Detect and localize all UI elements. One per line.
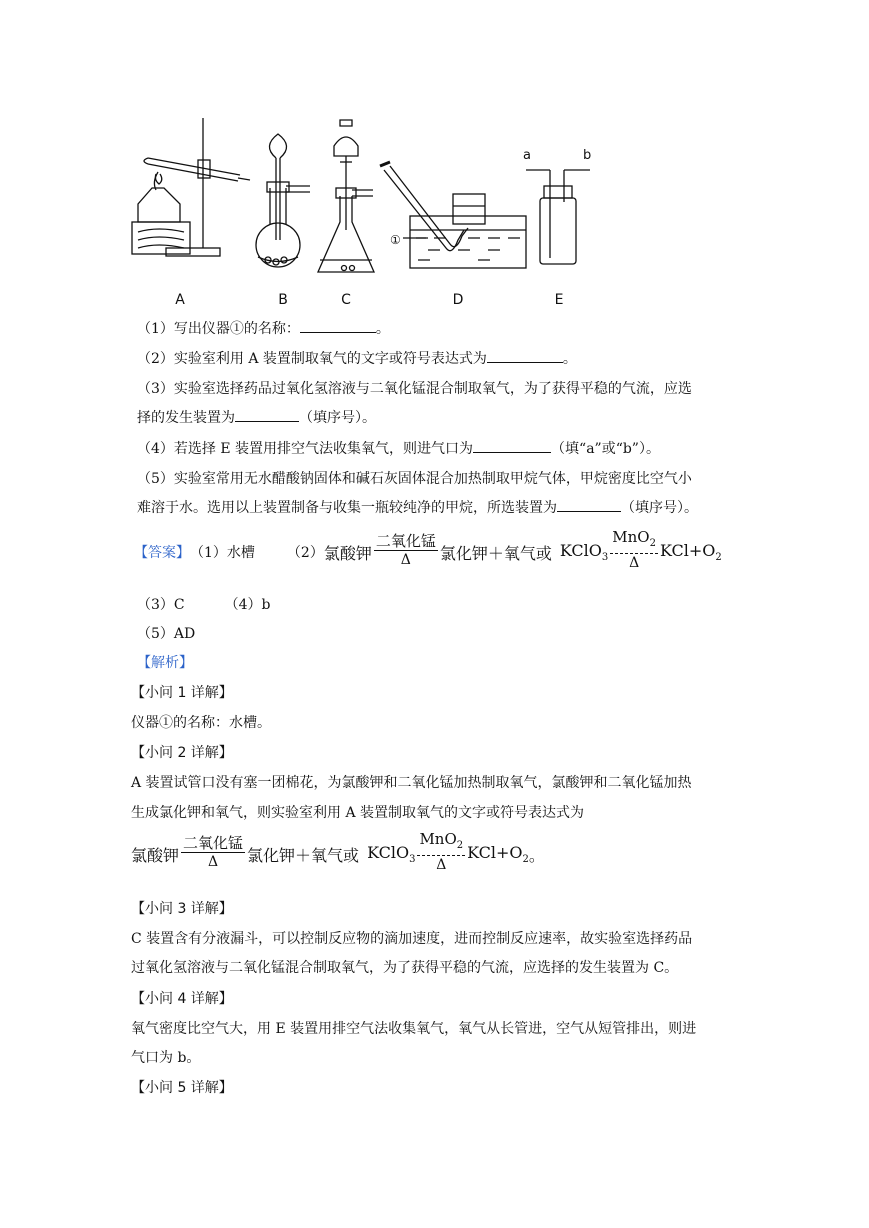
symbol-reactant: [367, 843, 415, 865]
question-3-text: （3）实验室选择药品过氧化氢溶液与二氧化锰混合制取氧气，为了获得平稳的气流，应选: [137, 381, 692, 397]
symbol-reactant-sub: 3: [601, 552, 609, 564]
question-4: [137, 438, 660, 460]
question-2-text: （2）实验室利用 A 装置制取氧气的文字或符号表达式为: [137, 351, 487, 367]
symbol-reactant-sub: 3: [409, 854, 416, 866]
question-2-suffix: 。: [562, 351, 577, 367]
symbol-heat: Δ: [629, 555, 640, 571]
arrow-catalyst: 二氧化锰: [375, 531, 436, 550]
question-5-line1: [137, 468, 692, 490]
symbol-product-text: KCl+O: [467, 842, 523, 862]
instrument-marker: ①: [390, 233, 401, 247]
answer-blank: [473, 438, 551, 453]
symbol-reaction-arrow: [610, 528, 658, 572]
section-1-text: 仪器①的名称：水槽。: [131, 715, 271, 731]
symbol-catalyst-sub: 2: [456, 840, 464, 851]
symbol-reaction-arrow: [417, 830, 465, 874]
symbol-heat: Δ: [436, 857, 447, 873]
answer-blank: [235, 407, 299, 422]
answer-3: （3）C: [137, 597, 185, 613]
question-3-text-cont: 择的发生装置为: [137, 410, 235, 426]
symbol-reactant-text: KClO: [559, 540, 602, 560]
section-2-text-2: 生成氯化钾和氧气，则实验室利用 A 装置制取氧气的文字或符号表达式为: [131, 805, 585, 821]
word-equation-reactant: 氯酸钾: [131, 845, 180, 865]
symbol-product-sub: 2: [522, 854, 529, 866]
symbol-catalyst-text: MnO: [612, 528, 650, 546]
question-3-line1: [137, 378, 692, 400]
question-5-text: （5）实验室常用无水醋酸钠固体和碱石灰固体混合加热制取甲烷气体，甲烷密度比空气小: [137, 471, 692, 487]
symbol-product-text: KCl+O: [659, 540, 716, 560]
equation-or: 或: [343, 845, 360, 865]
section-2-text-1: A 装置试管口没有塞一团棉花，为氯酸钾和二氧化锰加热制取氧气，氯酸钾和二氧化锰加热: [131, 775, 692, 791]
question-5-suffix: （填序号）。: [621, 500, 698, 516]
question-2: [137, 348, 577, 370]
question-4-text: （4）若选择 E 装置用排空气法收集氧气，则进气口为: [137, 441, 474, 457]
symbol-reactant-text: KClO: [367, 842, 410, 862]
question-5-text-cont: 难溶于水。选用以上装置制备与收集一瓶较纯净的甲烷，所选装置为: [137, 500, 557, 516]
symbol-reactant: [560, 541, 608, 563]
figure-label-c: C: [341, 292, 351, 308]
reaction-arrow: [374, 532, 438, 569]
answer-blank: [300, 318, 376, 333]
section-3-text-1: C 装置含有分液漏斗，可以控制反应物的滴加速度，进而控制反应速率，故实验室选择药品: [131, 931, 693, 947]
section-5-heading: 【小问 5 详解】: [131, 1080, 233, 1096]
section-3-text-2: 过氧化氢溶液与二氧化锰混合制取氧气，为了获得平稳的气流，应选择的发生装置为 C。: [131, 960, 679, 976]
answer-1: （1）水槽: [190, 545, 255, 561]
section-1-heading: 【小问 1 详解】: [131, 685, 233, 701]
symbol-product: [467, 843, 529, 865]
figure-label-b: B: [278, 292, 288, 308]
figure-label-a: A: [175, 292, 185, 308]
question-1: [137, 318, 390, 340]
question-1-text: （1）写出仪器①的名称：: [137, 321, 300, 337]
reaction-arrow: [181, 834, 245, 871]
symbol-product-sub: 2: [715, 552, 722, 564]
answer-line-1: [134, 530, 722, 574]
question-1-suffix: 。: [375, 321, 390, 337]
question-3-suffix: （填序号）。: [299, 410, 376, 426]
analysis-tag: 【解析】: [137, 655, 193, 671]
apparatus-drawing: [128, 110, 598, 290]
answer-5: （5）AD: [137, 626, 196, 642]
analysis-equation: [131, 832, 545, 876]
answer-blank: [557, 497, 621, 512]
equation-or: 或: [535, 543, 552, 563]
equation-end-period: 。: [528, 845, 545, 865]
word-equation-product: 氯化钾＋氧气: [439, 543, 536, 563]
question-5-line2: [137, 497, 698, 519]
symbol-catalyst-sub: 2: [649, 538, 656, 549]
section-3-heading: 【小问 3 详解】: [131, 901, 233, 917]
arrow-catalyst: 二氧化锰: [183, 833, 244, 852]
word-equation-product: 氯化钾＋氧气: [247, 845, 344, 865]
answer-4: （4）b: [224, 597, 271, 613]
answer-line-2: [137, 594, 271, 616]
arrow-heat: Δ: [207, 853, 219, 870]
section-4-heading: 【小问 4 详解】: [131, 991, 233, 1007]
section-4-text-1: 氧气密度比空气大，用 E 装置用排空气法收集氧气，氧气从长管进，空气从短管排出，则进: [131, 1021, 697, 1037]
tube-label-b: b: [583, 148, 592, 163]
symbol-catalyst: [610, 528, 658, 553]
apparatus-figure: [128, 110, 598, 315]
answer-blank: [487, 348, 563, 363]
section-2-heading: 【小问 2 详解】: [131, 745, 233, 761]
answer-tag: 【答案】: [134, 545, 190, 561]
symbol-catalyst: [417, 830, 465, 855]
arrow-heat: Δ: [400, 551, 411, 568]
question-3-line2: [137, 407, 376, 429]
figure-label-e: E: [554, 292, 564, 308]
answer-2-number: （2）: [286, 545, 324, 561]
question-4-suffix: （填“a”或“b”）。: [551, 441, 660, 457]
answer-line-3: [137, 623, 195, 645]
symbol-product: [660, 541, 722, 563]
tube-label-a: a: [523, 148, 531, 163]
symbol-catalyst-text: MnO: [419, 830, 457, 848]
word-equation-reactant: 氯酸钾: [323, 543, 372, 563]
section-4-text-2: 气口为 b。: [131, 1050, 201, 1066]
figure-label-d: D: [452, 292, 464, 308]
